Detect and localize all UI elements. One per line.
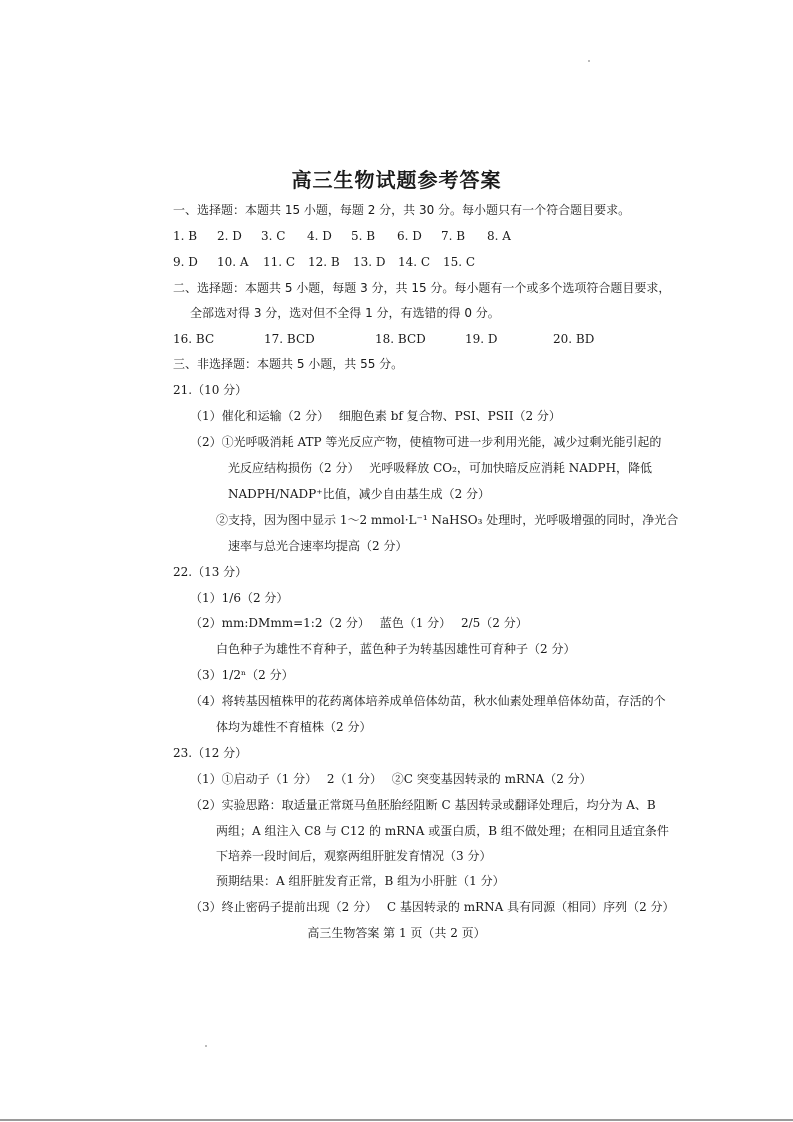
answer-12: 12. B bbox=[308, 255, 340, 269]
q23-part2-line4: 预期结果：A 组肝脏发育正常，B 组为小肝脏（1 分） bbox=[216, 874, 505, 888]
answer-6: 6. D bbox=[397, 229, 422, 243]
q23-part2-line1: （2）实验思路：取适量正常斑马鱼胚胎经阻断 C 基因转录或翻译处理后，均分为 A、B bbox=[190, 798, 656, 812]
answer-7: 7. B bbox=[441, 229, 466, 243]
answer-8: 8. A bbox=[487, 229, 511, 243]
answer-3: 3. C bbox=[261, 229, 286, 243]
q22-part2-line2: 白色种子为雄性不育种子，蓝色种子为转基因雄性可育种子（2 分） bbox=[216, 642, 576, 656]
q23-part1: （1）①启动子（1 分） 2（1 分） ②C 突变基因转录的 mRNA（2 分） bbox=[190, 772, 592, 786]
answer-18: 18. BCD bbox=[375, 332, 426, 346]
q22-label: 22.（13 分） bbox=[173, 565, 248, 579]
q23-part2-line2: 两组；A 组注入 C8 与 C12 的 mRNA 或蛋白质，B 组不做处理；在相同且适宜条件 bbox=[216, 824, 669, 838]
q21-part1: （1）催化和运输（2 分） 细胞色素 bf 复合物、PSI、PSII（2 分） bbox=[190, 409, 561, 423]
answer-10: 10. A bbox=[217, 255, 249, 269]
q22-part3: （3）1/2ⁿ（2 分） bbox=[190, 668, 294, 682]
scan-speck bbox=[205, 1045, 207, 1047]
answer-2: 2. D bbox=[217, 229, 242, 243]
q22-part4-line2: 体均为雄性不育植株（2 分） bbox=[216, 720, 372, 734]
q23-part3: （3）终止密码子提前出现（2 分） C 基因转录的 mRNA 具有同源（相同）序列（2 分） bbox=[190, 900, 675, 914]
q22-part1: （1）1/6（2 分） bbox=[190, 591, 289, 605]
answer-20: 20. BD bbox=[553, 332, 595, 346]
answer-4: 4. D bbox=[307, 229, 332, 243]
q21-part2-line4: ②支持，因为图中显示 1～2 mmol·L⁻¹ NaHSO₃ 处理时，光呼吸增强的同时，净光合 bbox=[216, 513, 679, 527]
scan-speck bbox=[588, 60, 590, 62]
page-footer: 高三生物答案 第 1 页（共 2 页） bbox=[307, 926, 486, 940]
answer-17: 17. BCD bbox=[264, 332, 315, 346]
answer-15: 15. C bbox=[443, 255, 476, 269]
answer-19: 19. D bbox=[465, 332, 498, 346]
q21-part2-line1: （2）①光呼吸消耗 ATP 等光反应产物，使植物可进一步利用光能，减少过剩光能引起的 bbox=[190, 435, 662, 449]
q22-part4-line1: （4）将转基因植株甲的花药离体培养成单倍体幼苗，秋水仙素处理单倍体幼苗，存活的个 bbox=[190, 694, 666, 708]
section3-header: 三、非选择题：本题共 5 小题，共 55 分。 bbox=[173, 357, 404, 371]
q23-label: 23.（12 分） bbox=[173, 746, 248, 760]
section2-header-line2: 全部选对得 3 分，选对但不全得 1 分，有选错的得 0 分。 bbox=[190, 306, 500, 320]
q22-part2-line1: （2）mm:DMmm=1:2（2 分） 蓝色（1 分） 2/5（2 分） bbox=[190, 616, 528, 630]
q21-part2-line3: NADPH/NADP⁺比值，减少自由基生成（2 分） bbox=[228, 487, 491, 501]
answer-5: 5. B bbox=[351, 229, 376, 243]
q23-part2-line3: 下培养一段时间后，观察两组肝脏发育情况（3 分） bbox=[216, 849, 492, 863]
answer-14: 14. C bbox=[398, 255, 431, 269]
section2-header-line1: 二、选择题：本题共 5 小题，每题 3 分，共 15 分。每小题有一个或多个选项符合题目要求， bbox=[173, 281, 671, 295]
page-title: 高三生物试题参考答案 bbox=[291, 168, 502, 192]
section1-header: 一、选择题：本题共 15 小题，每题 2 分，共 30 分。每小题只有一个符合题目要求。 bbox=[173, 203, 631, 217]
answer-11: 11. C bbox=[263, 255, 296, 269]
answer-16: 16. BC bbox=[173, 332, 215, 346]
q21-part2-line5: 速率与总光合速率均提高（2 分） bbox=[228, 539, 408, 553]
answer-1: 1. B bbox=[173, 229, 198, 243]
answer-9: 9. D bbox=[173, 255, 198, 269]
q21-label: 21.（10 分） bbox=[173, 383, 248, 397]
q21-part2-line2: 光反应结构损伤（2 分） 光呼吸释放 CO₂，可加快暗反应消耗 NADPH，降低 bbox=[228, 461, 653, 475]
bottom-border bbox=[0, 1119, 793, 1121]
answer-13: 13. D bbox=[353, 255, 386, 269]
